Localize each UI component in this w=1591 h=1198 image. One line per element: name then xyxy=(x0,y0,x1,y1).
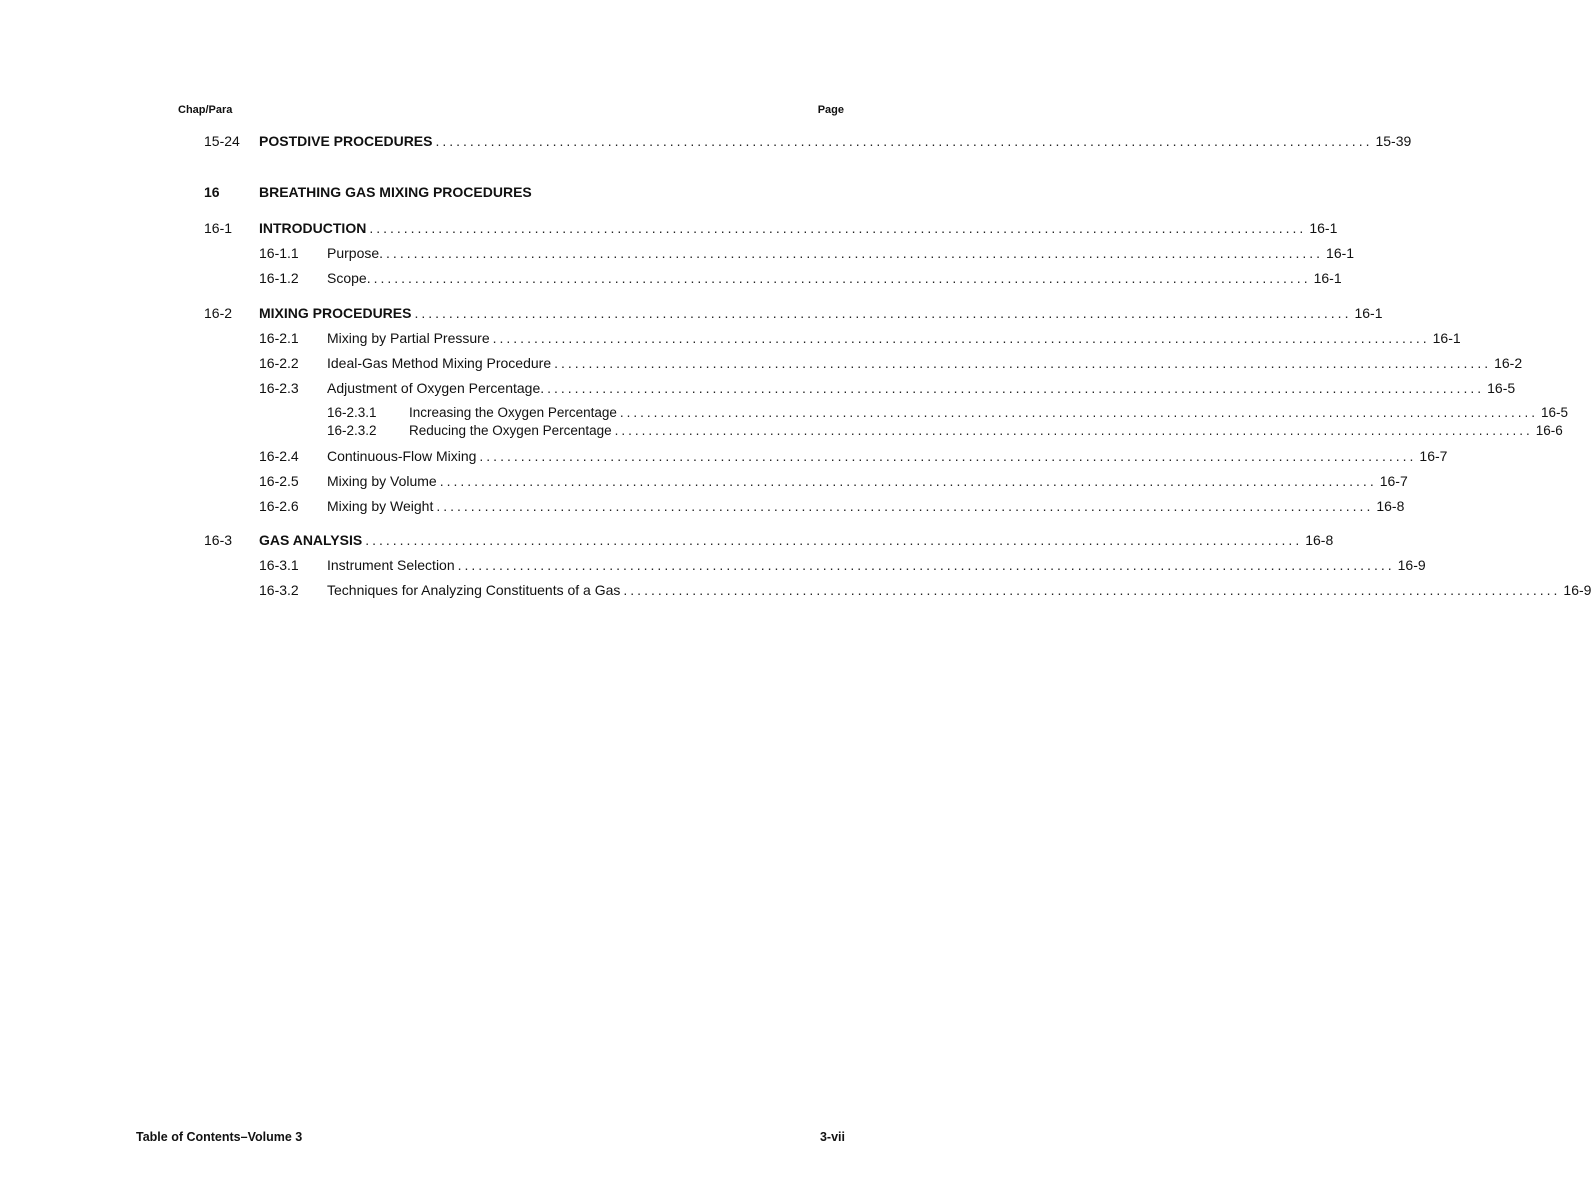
toc-entry-number: 16 xyxy=(204,184,220,200)
toc-entry-page: 16-9 xyxy=(1563,582,1591,598)
toc-entry-number: 16-1.1 xyxy=(259,245,299,261)
toc-entry-number: 16-1 xyxy=(204,220,233,236)
toc-entry-title: Scope. xyxy=(327,270,371,286)
toc-entry[interactable] xyxy=(327,404,1569,422)
toc-entry-page: 16-8 xyxy=(1376,498,1405,514)
dot-leader: ........................................................................................................................................ xyxy=(436,498,1374,514)
toc-entry-title: Adjustment of Oxygen Percentage. xyxy=(327,380,545,396)
toc-entry-page: 16-5 xyxy=(1541,405,1569,420)
dot-leader: ........................................................................................................................................ xyxy=(373,270,1311,286)
dot-leader: ........................................................................................................................................ xyxy=(439,473,1377,489)
toc-entry-page: 16-8 xyxy=(1305,532,1334,548)
toc-entry-title: MIXING PROCEDURES xyxy=(259,305,412,321)
toc-entry[interactable] xyxy=(259,447,1448,465)
toc-entry-number: 16-3.1 xyxy=(259,557,299,573)
toc-entry-page: 16-1 xyxy=(1309,220,1338,236)
toc-entry-title: Mixing by Partial Pressure xyxy=(327,330,490,346)
toc-entry[interactable] xyxy=(327,422,1563,440)
dot-leader: ........................................................................................................................................ xyxy=(479,448,1417,464)
toc-entry-page: 16-9 xyxy=(1397,557,1426,573)
toc-entry-number: 16-2.3.1 xyxy=(327,405,377,420)
toc-entry-title: Continuous-Flow Mixing xyxy=(327,448,477,464)
toc-entry-page: 16-6 xyxy=(1535,423,1563,438)
toc-entry-title: Instrument Selection xyxy=(327,557,455,573)
toc-entry-title: GAS ANALYSIS xyxy=(259,532,363,548)
toc-entry[interactable] xyxy=(259,269,1342,287)
toc-entry[interactable] xyxy=(204,304,1383,322)
toc-entry[interactable] xyxy=(204,219,1338,237)
toc-entry-page: 16-7 xyxy=(1379,473,1408,489)
toc-entry-number: 16-3.2 xyxy=(259,582,299,598)
toc-entry[interactable] xyxy=(259,581,1591,599)
toc-entry-title: Ideal-Gas Method Mixing Procedure xyxy=(327,355,552,371)
footer-page-number: 3-vii xyxy=(819,1130,845,1144)
dot-leader: ........................................................................................................................................ xyxy=(619,405,1538,420)
dot-leader: ........................................................................................................................................ xyxy=(435,133,1373,149)
toc-entry-title: Reducing the Oxygen Percentage xyxy=(409,423,612,438)
toc-entry-page: 16-1 xyxy=(1326,245,1355,261)
dot-leader: ........................................................................................................................................ xyxy=(492,330,1430,346)
toc-entry-page: 16-7 xyxy=(1419,448,1448,464)
toc-entry[interactable] xyxy=(204,531,1334,549)
column-header-chap-para: Chap/Para xyxy=(178,104,233,116)
toc-entry-title: Mixing by Volume xyxy=(327,473,437,489)
toc-entry[interactable] xyxy=(204,132,1412,150)
toc-entry-number: 16-1.2 xyxy=(259,270,299,286)
toc-entry-number: 16-2.4 xyxy=(259,448,299,464)
toc-entry-title: BREATHING GAS MIXING PROCEDURES xyxy=(259,184,532,200)
toc-entry-title: Mixing by Weight xyxy=(327,498,434,514)
toc-entry[interactable] xyxy=(259,354,1523,372)
toc-entry-title: Techniques for Analyzing Constituents of a Gas xyxy=(327,582,621,598)
dot-leader: ........................................................................................................................................ xyxy=(554,355,1492,371)
dot-leader: ........................................................................................................................................ xyxy=(369,220,1307,236)
toc-entry-number: 16-2.6 xyxy=(259,498,299,514)
toc-entry-number: 15-24 xyxy=(204,133,240,149)
toc-entry-title: INTRODUCTION xyxy=(259,220,367,236)
toc-entry-number: 16-3 xyxy=(204,532,233,548)
footer-document-title: Table of Contents–Volume 3 xyxy=(136,1130,303,1144)
toc-entry-page: 16-1 xyxy=(1313,270,1342,286)
toc-entry[interactable] xyxy=(259,472,1408,490)
toc-entry[interactable] xyxy=(259,556,1426,574)
toc-entry[interactable] xyxy=(259,497,1405,515)
toc-entry-number: 16-2.3.2 xyxy=(327,423,377,438)
toc-entry-title: Increasing the Oxygen Percentage xyxy=(409,405,617,420)
toc-entry[interactable] xyxy=(259,244,1355,262)
toc-entry[interactable] xyxy=(259,379,1516,397)
toc-entry[interactable] xyxy=(259,329,1461,347)
toc-entry-number: 16-2.1 xyxy=(259,330,299,346)
toc-entry-number: 16-2 xyxy=(204,305,233,321)
dot-leader: ........................................................................................................................................ xyxy=(414,305,1352,321)
toc-chapter-heading[interactable] xyxy=(204,183,844,201)
toc-entry-page: 16-5 xyxy=(1487,380,1516,396)
toc-entry-title: POSTDIVE PROCEDURES xyxy=(259,133,433,149)
toc-entry-title: Purpose. xyxy=(327,245,384,261)
toc-entry-number: 16-2.2 xyxy=(259,355,299,371)
toc-entry-number: 16-2.3 xyxy=(259,380,299,396)
dot-leader: ........................................................................................................................................ xyxy=(457,557,1395,573)
toc-entry-number: 16-2.5 xyxy=(259,473,299,489)
toc-entry-page: 16-1 xyxy=(1432,330,1461,346)
dot-leader: ........................................................................................................................................ xyxy=(623,582,1561,598)
dot-leader: ........................................................................................................................................ xyxy=(386,245,1324,261)
dot-leader: ........................................................................................................................................ xyxy=(614,423,1533,438)
toc-entry-page: 16-1 xyxy=(1354,305,1383,321)
column-header-page: Page xyxy=(817,104,844,116)
toc-entry-page: 15-39 xyxy=(1375,133,1412,149)
toc-entry-page: 16-2 xyxy=(1494,355,1523,371)
dot-leader: ........................................................................................................................................ xyxy=(365,532,1303,548)
dot-leader: ........................................................................................................................................ xyxy=(547,380,1485,396)
